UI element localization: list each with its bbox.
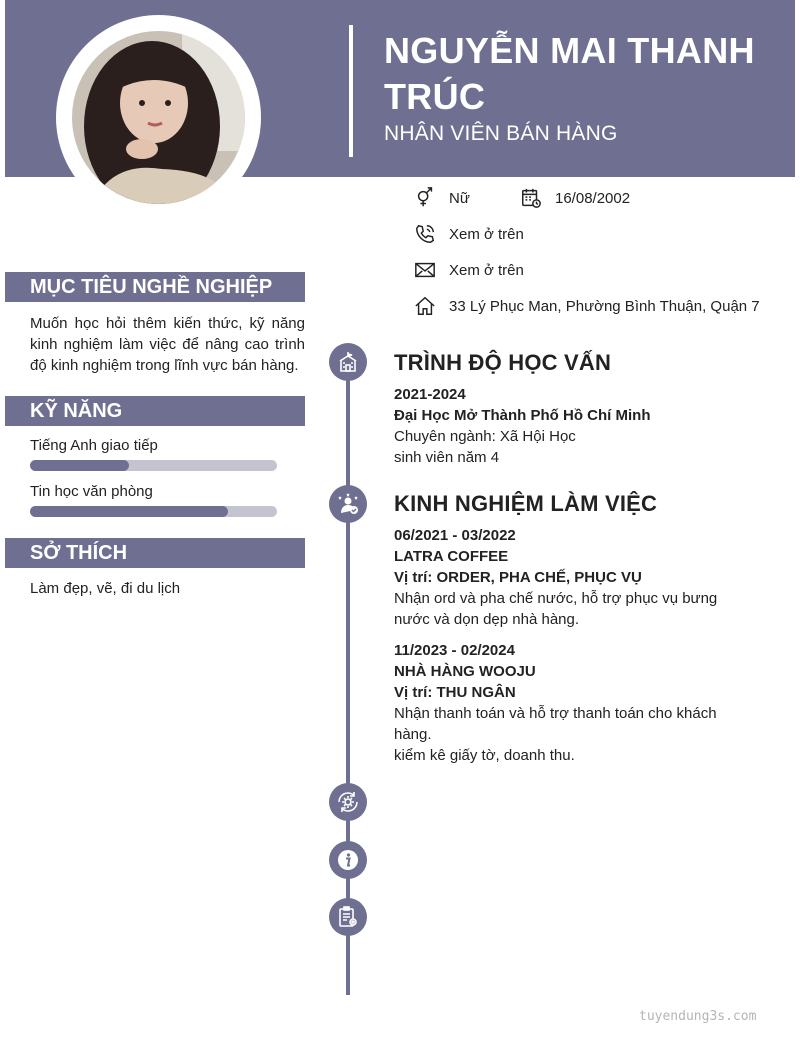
phone-value: Xem ở trên <box>449 225 524 243</box>
job-position: Vị trí: ORDER, PHA CHẾ, PHỤC VỤ <box>394 569 642 586</box>
contact-phone <box>414 223 524 245</box>
objective-text: Muốn học hỏi thêm kiến thức, kỹ năng kinh nghiệm làm việc để nâng cao trình độ kinh nghiệm trong lĩnh vực bán hàng. <box>30 315 305 374</box>
education-note: sinh viên năm 4 <box>394 449 500 466</box>
education-school: Đại Học Mở Thành Phố Hồ Chí Minh <box>394 407 651 424</box>
job-position: Vị trí: THU NGÂN <box>394 684 516 701</box>
job-description: nước và dọn dẹp nhà hàng. <box>394 611 580 628</box>
skill-name: Tin học văn phòng <box>30 483 153 500</box>
header-divider <box>349 25 353 157</box>
education-icon <box>329 343 367 381</box>
job-company: NHÀ HÀNG WOOJU <box>394 663 536 680</box>
gender-value: Nữ <box>449 189 470 207</box>
experience-icon <box>329 485 367 523</box>
birthday-value: 16/08/2002 <box>555 189 631 207</box>
info-icon <box>329 841 367 879</box>
job-period: 06/2021 - 03/2022 <box>394 527 516 544</box>
watermark: tuyendung3s.com <box>639 1009 757 1024</box>
contact-email <box>414 259 524 281</box>
gender-icon <box>414 187 436 209</box>
skill-bar-fill <box>30 460 129 471</box>
job-title: NHÂN VIÊN BÁN HÀNG <box>384 122 618 145</box>
education-period: 2021-2024 <box>394 386 466 403</box>
contact-birthday <box>520 187 630 209</box>
job-description: Nhận ord và pha chế nước, hỗ trợ phục vụ bưng <box>394 590 718 607</box>
candidate-name: NGUYỄN MAI THANH TRÚC <box>384 30 755 117</box>
home-icon <box>414 295 436 317</box>
skill-name: Tiếng Anh giao tiếp <box>30 437 158 454</box>
job-description: kiểm kê giấy tờ, doanh thu. <box>394 747 575 764</box>
calendar-icon <box>520 187 542 209</box>
hobbies-text: Làm đẹp, vẽ, đi du lịch <box>30 580 181 597</box>
address-value: 33 Lý Phục Man, Phường Bình Thuận, Quận 7 <box>449 297 760 315</box>
avatar <box>72 31 245 204</box>
education-heading: TRÌNH ĐỘ HỌC VẤN <box>394 350 612 375</box>
job-company: LATRA COFFEE <box>394 548 509 565</box>
experience-heading: KINH NGHIỆM LÀM VIỆC <box>394 491 658 516</box>
email-value: Xem ở trên <box>449 261 524 279</box>
skills-heading: KỸ NĂNG <box>5 396 305 426</box>
job-description: Nhận thanh toán và hỗ trợ thanh toán cho khách <box>394 705 717 722</box>
objective-heading: MỤC TIÊU NGHỀ NGHIỆP <box>5 272 305 302</box>
skill-bar-fill <box>30 506 228 517</box>
phone-icon <box>414 223 436 245</box>
education-major: Chuyên ngành: Xã Hội Học <box>394 428 576 445</box>
contact-gender <box>414 187 470 209</box>
envelope-icon <box>414 259 436 281</box>
job-period: 11/2023 - 02/2024 <box>394 642 515 659</box>
hobbies-heading: SỞ THÍCH <box>5 538 305 568</box>
clipboard-gear-icon <box>329 898 367 936</box>
contact-address <box>414 295 760 317</box>
skill-bar <box>30 506 277 517</box>
skill-bar <box>30 460 277 471</box>
gear-cycle-icon <box>329 783 367 821</box>
job-description: hàng. <box>394 726 432 743</box>
